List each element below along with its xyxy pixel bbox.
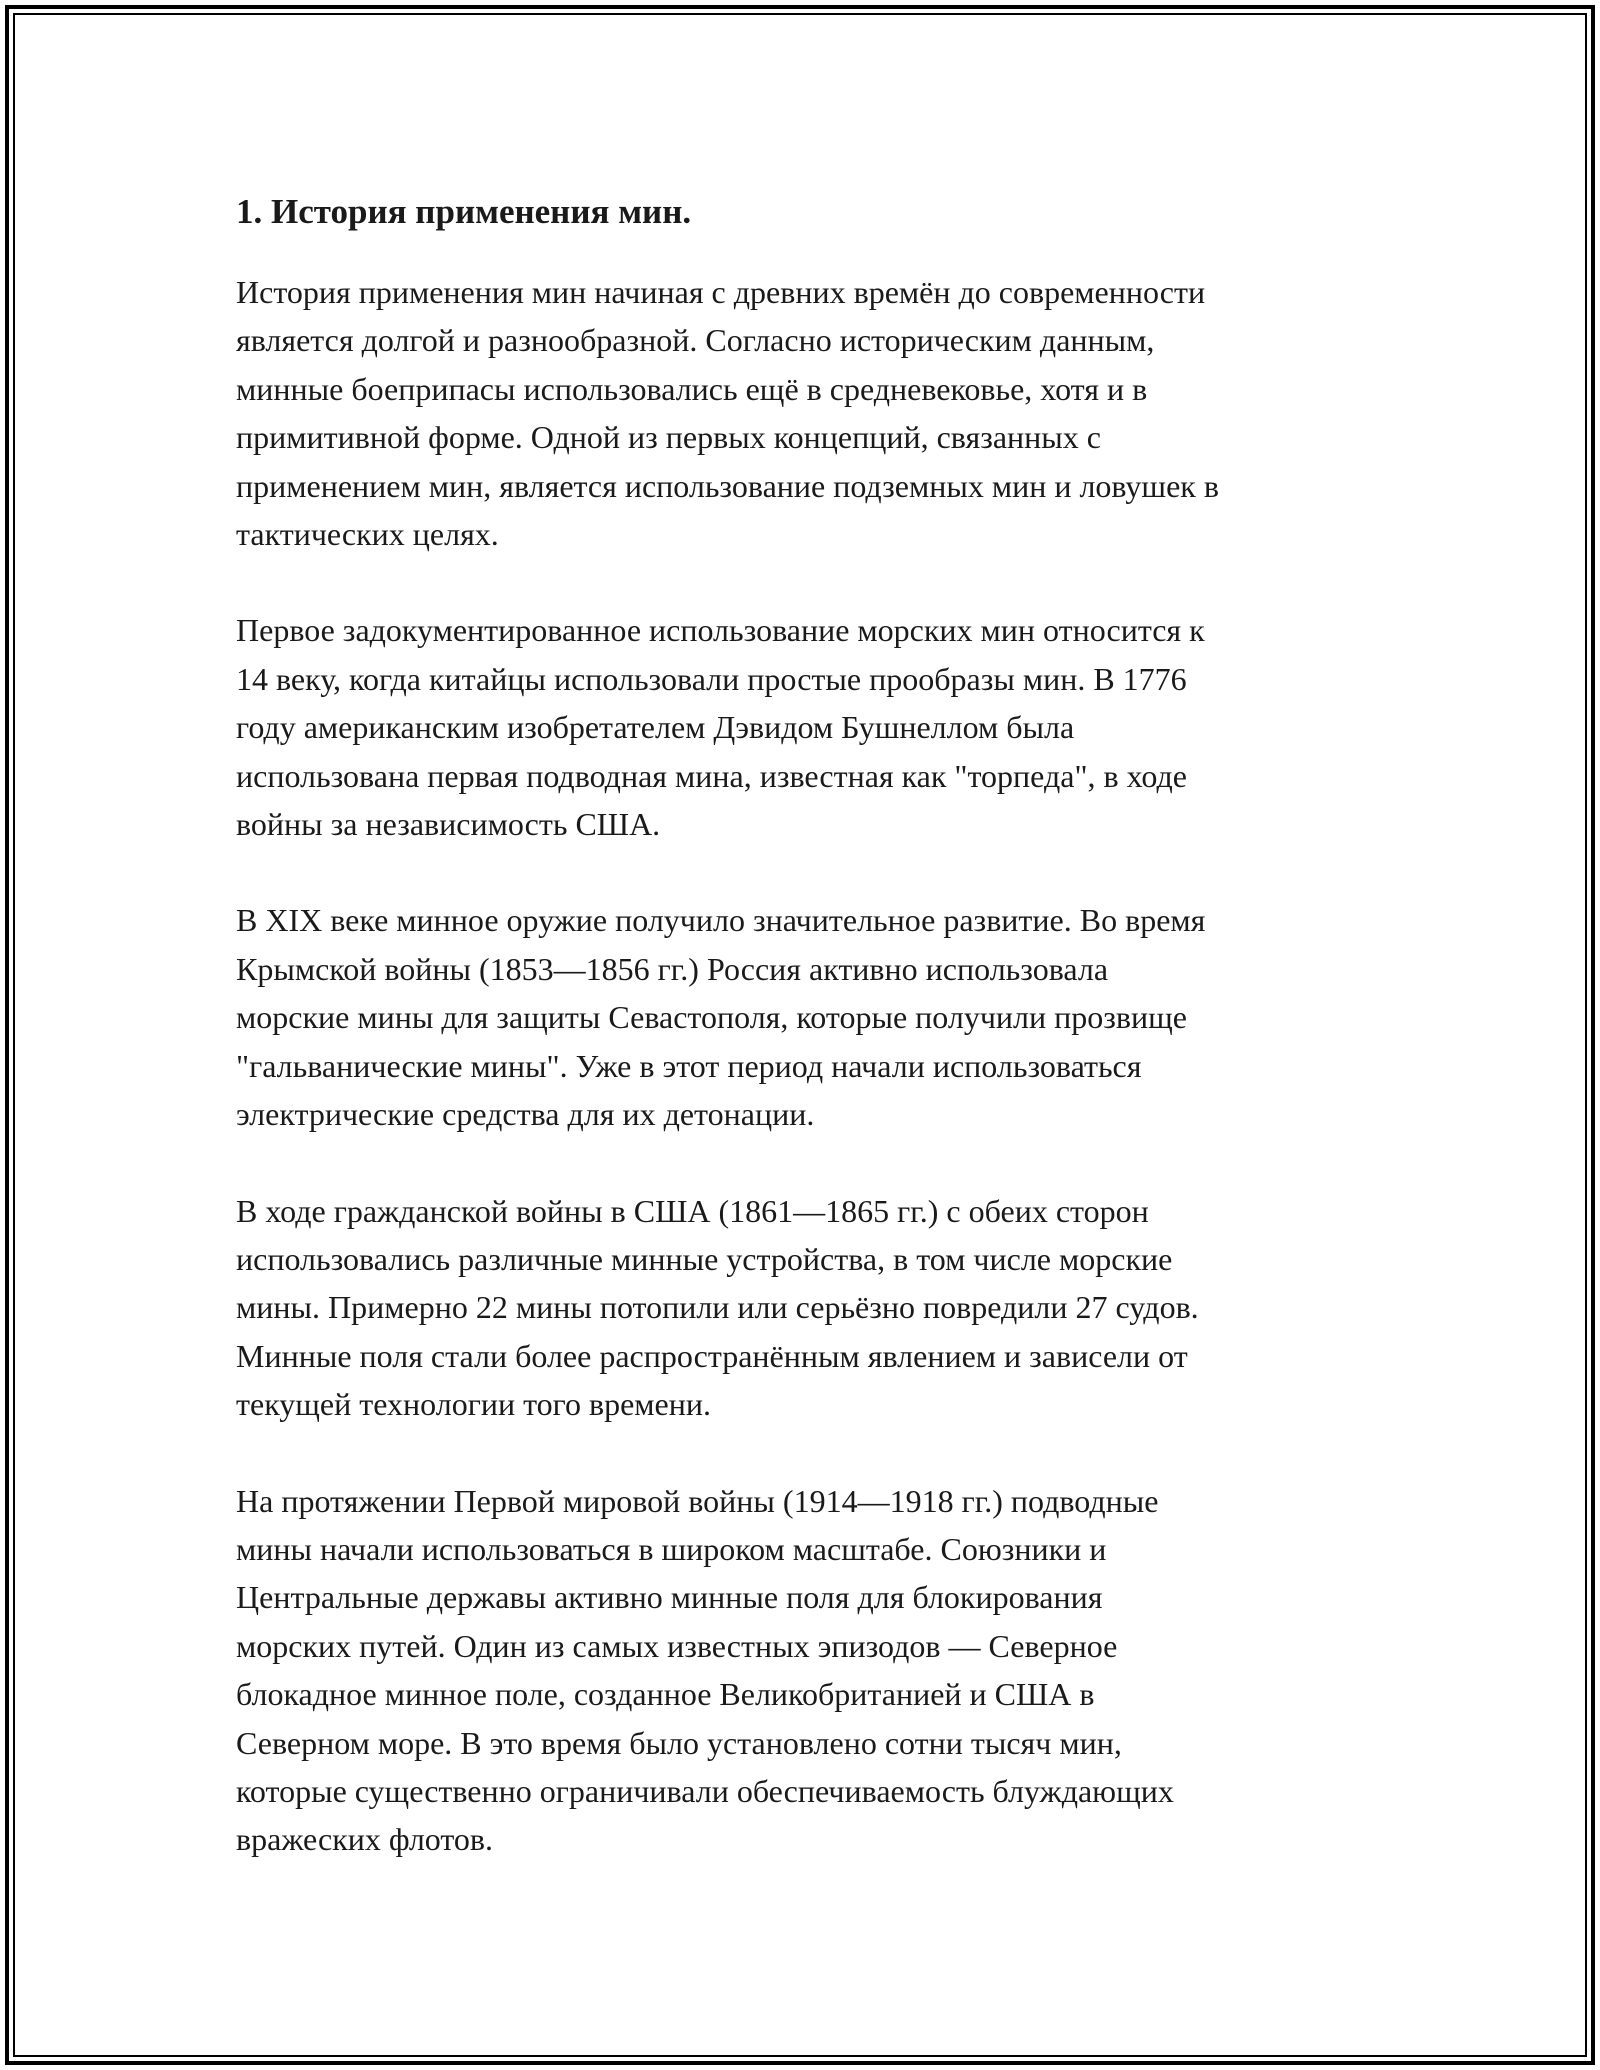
paragraph-us-civil-war: В ходе гражданской войны в США (1861—1865 гг.) с обеих сторон использовались различные минные устройства, в том числе морские мины. Примерно 22 мины потопили или серьёзно повредили 27 судов. Минные поля стали более распространённым явлением и зависели от текущей технологии того времени. — [236, 1192, 1199, 1423]
paragraph-first-naval-mines: Первое задокументированное использование морских мин относится к 14 веку, когда китайцы использовали простые прообразы мин. В 1776 году американским изобретателем Дэвидом Бушнеллом была использована первая подводная мина, известная как "торпеда", в ходе войны за независимость США. — [236, 612, 1205, 843]
document-body — [236, 188, 1386, 1912]
paragraph-intro: История применения мин начиная с древних времён до современности является долгой и разнообразной. Согласно историческим данным, минные боеприпасы использовались ещё в средневековье, хотя и в примитивной форме. Одной из первых концепций, связанных с применением мин, является использование подземных мин и ловушек в тактических целях. — [236, 274, 1219, 553]
section-heading: 1. История применения мин. — [236, 192, 692, 231]
paragraph-19th-century: В XIX веке минное оружие получило значительное развитие. Во время Крымской войны (1853—1856 гг.) Россия активно использовала морские мины для защиты Севастополя, которые получили прозвище "гальванические мины". Уже в этот период начали использоваться электрические средства для их детонации. — [236, 902, 1206, 1133]
paragraph-world-war-one: На протяжении Первой мировой войны (1914—1918 гг.) подводные мины начали использоваться в широком масштабе. Союзники и Центральные державы активно минные поля для блокирования морских путей. Один из самых известных эпизодов — Северное блокадное минное поле, созданное Великобританией и США в Северном море. В это время было установлено сотни тысяч мин, которые существенно ограничивали обеспечиваемость блуждающих вражеских флотов. — [236, 1482, 1174, 1858]
